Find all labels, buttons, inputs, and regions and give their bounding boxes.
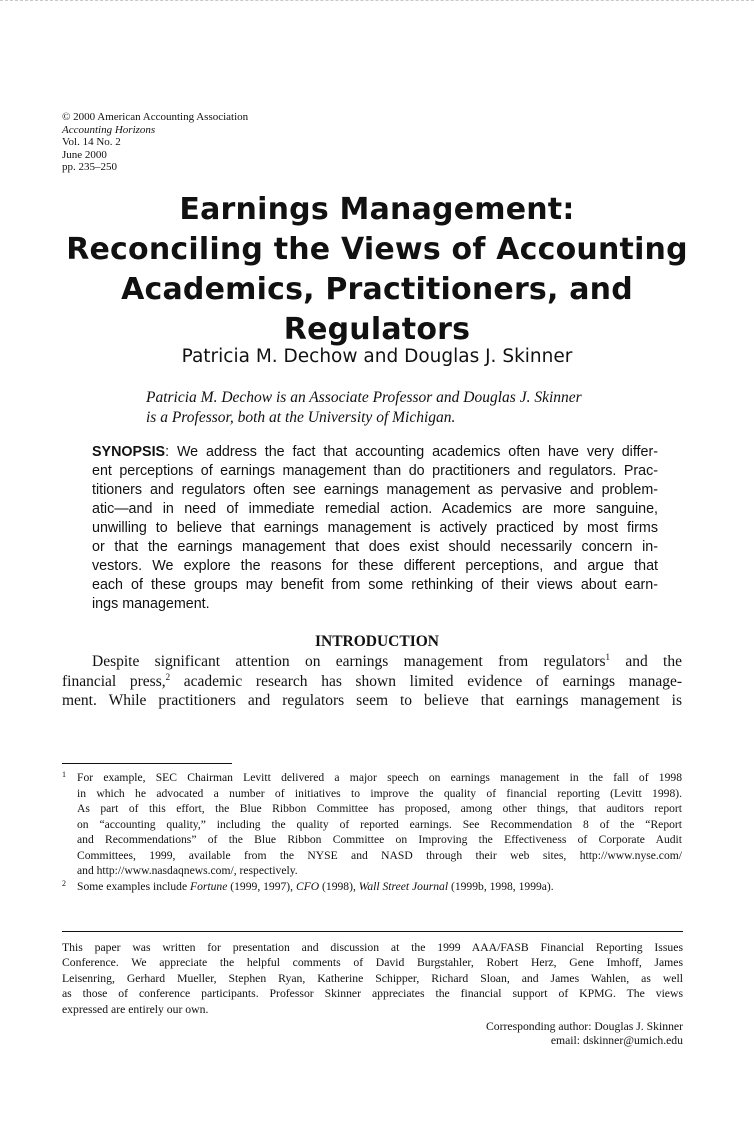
synopsis-line: ent perceptions of earnings management than do practitioners and regulators. Prac- xyxy=(92,463,658,479)
body-text: and the xyxy=(610,653,682,670)
publication-name: Wall Street Journal xyxy=(358,879,449,893)
introduction-body xyxy=(62,652,682,711)
corresponding-author xyxy=(486,1020,683,1048)
footnote-line: As part of this effort, the Blue Ribbon Committee has proposed, among other things, that auditors report xyxy=(77,802,682,815)
synopsis-line: each of these groups may benefit from some rethinking of their views about earn- xyxy=(92,577,658,593)
acknowledgment-line: as those of conference participants. Professor Skinner appreciates the financial support of KPMG. The views xyxy=(62,987,683,1001)
synopsis-label: SYNOPSIS xyxy=(92,444,166,460)
footnote-marker: 1 xyxy=(62,770,66,779)
acknowledgment-note xyxy=(62,940,683,1017)
affiliation-line: is a Professor, both at the University of Michigan. xyxy=(146,409,456,426)
copyright-line: © 2000 American Accounting Association xyxy=(62,111,249,123)
acknowledgment-line: Leisenring, Gerhard Mueller, Stephen Ryan, Katherine Schipper, Richard Sloan, and James Wahlen, as well xyxy=(62,971,683,985)
footnote-2 xyxy=(62,879,682,895)
synopsis-line xyxy=(92,443,658,462)
footnote-line: For example, SEC Chairman Levitt delivered a major speech on earnings management in the fall of 1998 xyxy=(77,771,682,784)
author-email[interactable]: email: dskinner@umich.edu xyxy=(550,1033,683,1047)
footnote-line: and Recommendations” of the Blue Ribbon Committee on Improving the Effectiveness of Corporate Audit xyxy=(77,833,682,846)
footnote-text: (1999b, 1998, 1999a). xyxy=(448,879,554,893)
paper-title xyxy=(40,190,714,350)
body-text: financial press, xyxy=(62,672,166,690)
footnote-line xyxy=(77,879,682,895)
volume-line: Vol. 14 No. 2 xyxy=(62,136,121,149)
footnote-divider xyxy=(62,763,232,764)
pages-line: pp. 235–250 xyxy=(62,161,117,174)
footnote-line: in which he advocated a number of initiatives to improve the quality of financial reporting (Levitt 1998). xyxy=(77,786,682,800)
footnote-text: (1998), xyxy=(319,879,359,893)
acknowledgment-line: Conference. We appreciate the helpful comments of David Burgstahler, Robert Herz, Gene Imhoff, James xyxy=(62,956,683,970)
body-line xyxy=(62,672,682,692)
footnote-text: (1999, 1997), xyxy=(227,879,296,893)
footnotes xyxy=(62,770,682,894)
footnote-line: on “accounting quality,” including the quality of reported earnings. See Recommendation 8 of the “Report xyxy=(77,817,682,831)
journal-name: Accounting Horizons xyxy=(62,123,156,136)
journal-meta xyxy=(62,111,248,174)
footnote-ref[interactable]: 2 xyxy=(165,671,171,682)
publication-name: Fortune xyxy=(190,879,228,893)
title-line: Reconciling the Views of Accounting xyxy=(66,232,688,267)
footnote-marker: 2 xyxy=(62,878,66,888)
acknowledgment-line: This paper was written for presentation and discussion at the 1999 AAA/FASB Financial Reporting Issues xyxy=(62,941,683,954)
corresponding-author-name: Corresponding author: Douglas J. Skinner xyxy=(485,1020,683,1033)
footnote-text: Some examples include xyxy=(77,879,191,893)
author-affiliation xyxy=(146,388,582,428)
footnote-ref[interactable]: 1 xyxy=(605,652,611,662)
synopsis-text: : We address the fact that accounting academics often have very differ- xyxy=(165,444,658,460)
synopsis-line: atic—and in need of immediate remedial action. Academics are more sanguine, xyxy=(92,501,658,517)
page-top-edge xyxy=(0,0,754,2)
synopsis-line: titioners and regulators often see earnings management as pervasive and problem- xyxy=(92,482,658,498)
body-text: Despite significant attention on earnings management from regulators xyxy=(92,653,606,670)
section-heading-introduction: INTRODUCTION xyxy=(314,633,439,650)
acknowledgment-divider xyxy=(62,931,683,932)
footnote-line: and http://www.nasdaqnews.com/, respectively. xyxy=(77,864,298,877)
title-line: Academics, Practitioners, and xyxy=(121,272,633,307)
body-text: academic research has shown limited evidence of earnings manage- xyxy=(170,672,682,690)
synopsis-line: unwilling to believe that earnings management is actively practiced by most firms xyxy=(92,520,658,536)
footnote-1 xyxy=(62,770,682,879)
body-line xyxy=(62,652,682,672)
body-line: ment. While practitioners and regulators seem to believe that earnings management is xyxy=(62,692,682,709)
title-line: Regulators xyxy=(283,312,471,347)
synopsis-line: vestors. We explore the reasons for these different perceptions, and argue that xyxy=(92,558,658,574)
publication-name: CFO xyxy=(295,879,320,893)
synopsis-line: or that the earnings management that does exist should necessarily concern in- xyxy=(92,539,658,555)
synopsis-block xyxy=(92,443,658,614)
date-line: June 2000 xyxy=(62,148,107,161)
footnote-line: Committees, 1999, available from the NYSE and NASD through their web sites, http://www.nyse.com/ xyxy=(77,848,682,862)
synopsis-line: ings management. xyxy=(92,596,210,612)
title-line: Earnings Management: xyxy=(179,192,575,227)
affiliation-line: Patricia M. Dechow is an Associate Professor and Douglas J. Skinner xyxy=(146,389,582,406)
acknowledgment-line: expressed are entirely our own. xyxy=(62,1002,209,1016)
author-names: Patricia M. Dechow and Douglas J. Skinner xyxy=(181,346,573,367)
